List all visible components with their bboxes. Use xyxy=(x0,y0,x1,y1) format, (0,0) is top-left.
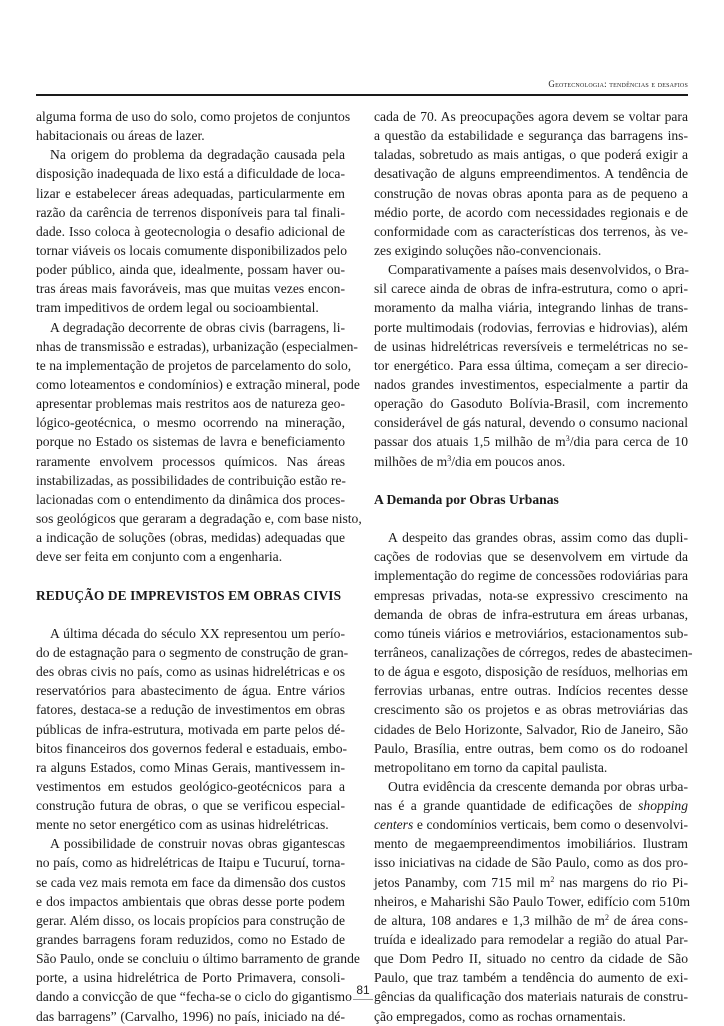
text-line: gerar. Além disso, os locais propícios para construção de xyxy=(36,912,345,928)
text-line: conformidade com as características dos terrenos, às ve- xyxy=(374,223,688,239)
text-line: disposição inadequada de lixo está a dificuldade de loca- xyxy=(36,166,345,182)
text-line: A degradação decorrente de obras civis (barragens, li- xyxy=(50,319,345,335)
text-line: zes exigindo soluções não-convencionais. xyxy=(374,242,602,258)
text-line: tornar viáveis os locais comumente disponibilizados pelo xyxy=(36,242,348,258)
blank-line xyxy=(374,471,688,490)
text-line: jetos Panamby, com 715 mil $m^2$ nas margens do rio Pi- xyxy=(374,874,688,890)
text-line: Paulo, Brasília, entre outras, bem como os do rodoanel xyxy=(374,740,688,756)
text-line: dade. Isso coloca à geotecnologia o desafio adicional de xyxy=(36,223,345,239)
text-line: como túneis viários e metroviários, estacionamentos sub- xyxy=(374,625,688,641)
text-line: fatores, destaca-se a redução de investimentos em obras xyxy=(36,702,345,718)
text-line: sos geológicos que geraram a degradação e, com base nisto, xyxy=(36,510,362,526)
text-line: habitacionais ou áreas de lazer. xyxy=(36,128,205,144)
text-line: das barragens” (Carvalho, 1996) no país, iniciado na dé- xyxy=(36,1008,345,1024)
text-line: to de água e esgoto, disposição de resíduos, melhorias em xyxy=(374,664,688,680)
text-line: terrâneos, canalizações de córregos, redes de abastecimen- xyxy=(374,644,693,660)
page-number-underline xyxy=(353,999,373,1000)
text-line: cada de 70. As preocupações agora devem se voltar para xyxy=(374,109,688,124)
text-line: bitos financeiros dos governos federal e estaduais, embo- xyxy=(36,740,348,756)
text-line: dando a convicção de que “fecha-se o ciclo do gigantismo xyxy=(36,989,352,1005)
text-line: alguma forma de uso do solo, como projetos de conjuntos xyxy=(36,109,351,124)
blank-line xyxy=(374,509,688,528)
text-line: públicas de infra-estrutura, motivada em parte pelos dé- xyxy=(36,721,345,737)
text-line: reservatórios para abastecimento de água. Entre vários xyxy=(36,683,345,699)
text-line: tras áreas mais favoráveis, mas que muitas vezes encon- xyxy=(36,281,345,297)
text-line: isso iniciativas na cidade de São Paulo, como as dos pro- xyxy=(374,855,688,871)
text-line: empresas privadas, nota-se expressivo crescimento na xyxy=(374,587,688,603)
blank-line xyxy=(36,605,345,624)
text-line: construção de novas obras aponta para as de pequeno a xyxy=(374,185,688,201)
text-line: taladas, sobretudo as mais antigas, o que poderá exigir a xyxy=(374,147,688,163)
text-line: vestimentos em estudos geológico-geotécnicos para a xyxy=(36,778,345,794)
text-line: Na origem do problema da degradação causada pela xyxy=(50,147,345,163)
text-line: razão da carência de terrenos disponíveis para tal finali- xyxy=(36,204,345,220)
text-line: tor energético. Para essa última, começam a ser direcio- xyxy=(374,357,688,373)
text-line: construção futura de obras, o que se verificou especial- xyxy=(36,798,345,814)
text-line: grandes barragens foram reduzidos, como no Estado de xyxy=(36,932,345,948)
text-line: nheiros, e Maharishi São Paulo Tower, edifício com 510m xyxy=(374,893,691,909)
text-line: porte, a usina hidrelétrica de Porto Primavera, consoli- xyxy=(36,970,345,986)
text-line: Outra evidência da crescente demanda por obras urba- xyxy=(388,778,688,794)
text-line: lizar e estabelecer áreas adequadas, particularmente em xyxy=(36,185,345,201)
text-line: lacionadas com o entendimento da dinâmica dos proces- xyxy=(36,491,345,507)
text-line: metropolitano em torno da capital paulista. xyxy=(374,759,608,775)
section-heading: A Demanda por Obras Urbanas xyxy=(374,491,559,507)
text-line: implementação do regime de concessões rodoviárias para xyxy=(374,568,688,584)
text-line: considerável de gás natural, devendo o consumo nacional xyxy=(374,415,688,431)
text-line: nados grandes investimentos, especialmente a partir da xyxy=(374,376,688,392)
page-number: 81 xyxy=(356,983,370,997)
text-line: ferrovias urbanas, entre outras. Indícios recentes desse xyxy=(374,683,688,699)
right-column xyxy=(374,107,693,1026)
text-line: sil carece ainda de obras de infra-estrutura, como o apri- xyxy=(374,281,688,297)
text-line: raramente envolvem processos químicos. Nas áreas xyxy=(36,453,345,469)
text-line: milhões de $m^3$/dia em poucos anos. xyxy=(374,453,566,469)
text-line: moramento da malha viária, integrando linhas de trans- xyxy=(374,300,688,316)
text-line: des obras civis no país, como as usinas hidrelétricas e os xyxy=(36,664,345,680)
text-line: lógico-geotécnica, o mesmo ocorrendo na mineração, xyxy=(36,415,345,431)
text-line: passar dos atuais 1,5 milhão de $m^3$/dia para cerca de 10 xyxy=(374,434,688,450)
text-line: tram impeditivos de ordem legal ou socioambiental. xyxy=(36,300,319,316)
text-line: nhas de transmissão e estradas), urbanização (especialmen- xyxy=(36,338,358,354)
text-line: gências da qualificação dos materiais naturais de constru- xyxy=(374,989,688,1005)
text-line: de usinas hidrelétricas reversíveis e termelétricas no se- xyxy=(374,338,688,354)
text-line: como loteamentos e condomínios) e extração mineral, pode xyxy=(36,376,360,392)
text-line: do de estagnação para o segmento de construção de gran- xyxy=(36,644,349,660)
left-column xyxy=(36,107,362,1026)
text-line: crescimento são os projetos e as obras metroviárias das xyxy=(374,702,688,718)
text-line: porque no Estado os sistemas de lavra e beneficiamento xyxy=(36,434,345,450)
text-line: cações de rodovias que se desenvolvem em virtude da xyxy=(374,549,688,565)
text-line: no país, como as hidrelétricas de Itaipu e Tucuruí, torna- xyxy=(36,855,345,871)
text-line: ção empregados, como as rochas ornamentais. xyxy=(374,1008,626,1024)
text-line: que Dom Pedro II, situado no centro da cidade de São xyxy=(374,951,688,967)
section-heading: REDUÇÃO DE IMPREVISTOS EM OBRAS CIVIS xyxy=(36,587,342,603)
text-line: centers e condomínios verticais, bem como o desenvolvi- xyxy=(374,817,688,833)
text-line: Comparativamente a países mais desenvolvidos, o Bra- xyxy=(388,262,689,278)
text-line: A despeito das grandes obras, assim como das dupli- xyxy=(388,530,688,546)
text-line: e dos impactos ambientais que obras desse porte podem xyxy=(36,893,345,909)
text-line: a indicação de soluções (obras, medidas) adequadas que xyxy=(36,530,345,546)
text-line: nas é a grande quantidade de edificações de shopping xyxy=(374,798,688,814)
text-line: de altura, 108 andares e 1,3 milhão de $m^2$ de área cons- xyxy=(374,912,688,928)
text-line: mente no setor energético com as usinas hidrelétricas. xyxy=(36,817,329,833)
header-rule xyxy=(36,94,688,96)
blank-line xyxy=(36,566,345,585)
text-line: se cada vez mais remota em face da dimensão dos custos xyxy=(36,874,346,890)
text-line: deve ser feita em conjunto com a engenharia. xyxy=(36,549,283,565)
text-line: mento de megaempreendimentos imobiliários. Ilustram xyxy=(374,836,688,852)
text-line: operação do Gasoduto Bolívia-Brasil, com incremento xyxy=(374,396,688,412)
text-line: cidades de Belo Horizonte, Salvador, Rio de Janeiro, São xyxy=(374,721,688,737)
text-line: Paulo, que traz também a tendência do aumento de exi- xyxy=(374,970,688,986)
text-line: médio porte, de acordo com necessidades regionais e de xyxy=(374,204,688,220)
running-head: Geotecnologia: tendências e desafios xyxy=(548,79,688,89)
text-line: ra alguns Estados, como Minas Gerais, mantivessem in- xyxy=(36,759,345,775)
text-line: truída e idealizado para remodelar a região do atual Par- xyxy=(374,932,688,948)
text-line: te na implementação de projetos de parcelamento do solo, xyxy=(36,357,352,373)
text-line: desativação de alguns empreendimentos. A tendência de xyxy=(374,166,688,182)
text-line: A última década do século XX representou um perío- xyxy=(50,625,345,641)
text-line: poder público, ainda que, idealmente, possam haver ou- xyxy=(36,262,345,278)
text-line: porte multimodais (rodovias, ferrovias e hidrovias), além xyxy=(374,319,688,335)
text-line: apresentar problemas mais restritos aos de natureza geo- xyxy=(36,396,345,412)
text-line: São Paulo, onde se concluiu o último barramento de grande xyxy=(36,951,360,967)
text-line: demanda de obras de infra-estrutura em áreas urbanas, xyxy=(374,606,688,622)
text-line: instabilizadas, as possibilidades de contribuição estão re- xyxy=(36,472,346,488)
text-line: A possibilidade de construir novas obras gigantescas xyxy=(50,836,345,852)
text-line: a questão da estabilidade e segurança das barragens ins- xyxy=(374,128,688,144)
